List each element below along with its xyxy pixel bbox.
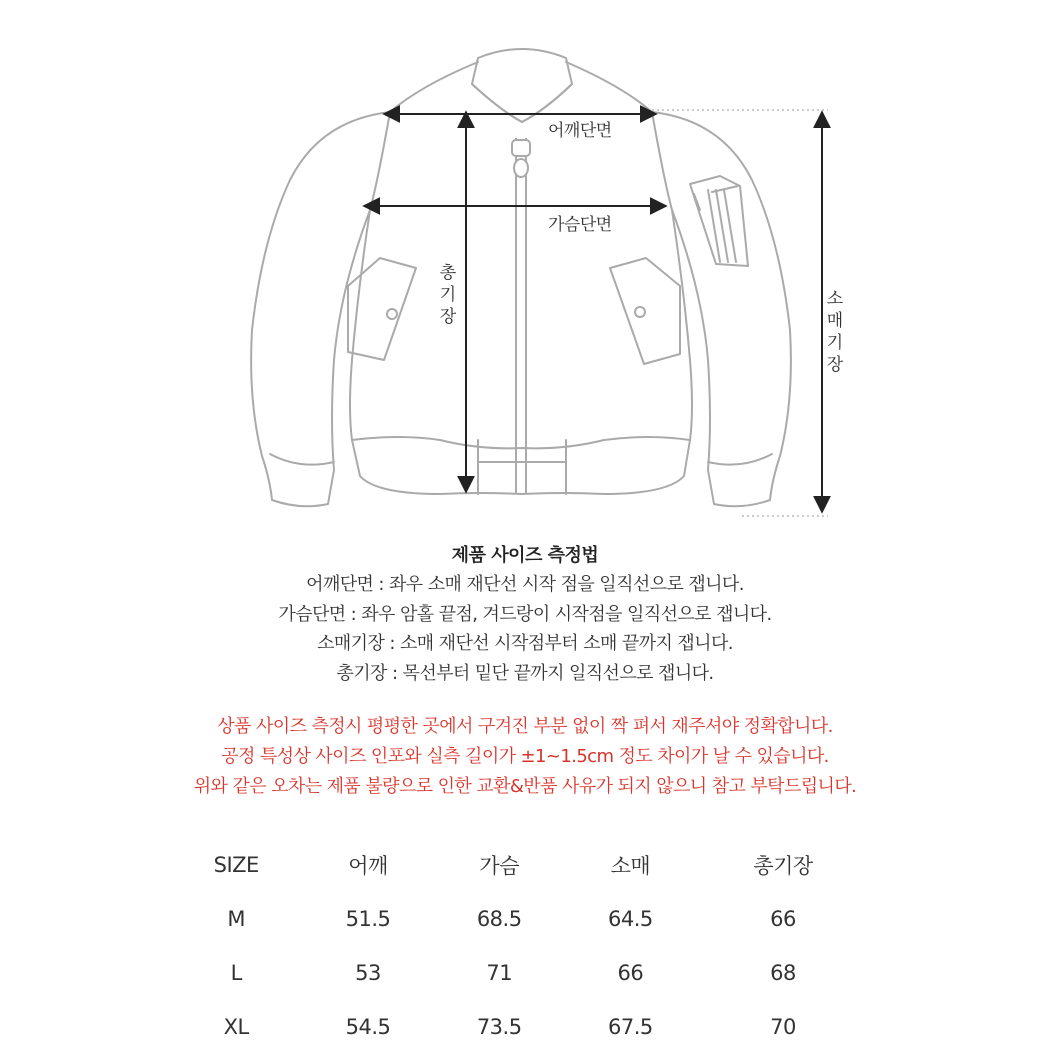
table-cell: 67.5 [608, 1015, 653, 1039]
measurement-notes [0, 542, 1050, 688]
table-header: 소매 [610, 854, 651, 878]
table-header: 가슴 [479, 854, 519, 878]
notes-title: 제품 사이즈 측정법 [451, 545, 599, 566]
sleeve-guide-lines [642, 110, 828, 516]
sleeve-length-char: 매 [826, 311, 844, 331]
table-cell: 68.5 [476, 907, 522, 931]
total-length-char: 장 [439, 307, 457, 327]
table-cell: M [227, 907, 246, 931]
table-header: SIZE [213, 853, 259, 877]
table-cell: 70 [770, 1015, 796, 1039]
note-line-shoulder: 어깨단면 : 좌우 소매 재단선 시작 점을 일직선으로 잽니다. [306, 574, 744, 595]
note-line-chest: 가슴단면 : 좌우 암홀 끝점, 겨드랑이 시작점을 일직선으로 잽니다. [278, 603, 772, 625]
table-header: 총기장 [753, 854, 813, 878]
table-cell: L [230, 961, 242, 985]
warning-line: 공정 특성상 사이즈 인포와 실측 길이가 ±1~1.5cm 정도 차이가 날 수 있습니다. [221, 746, 829, 767]
total-length-label [437, 262, 459, 328]
table-header-row [170, 838, 870, 892]
sleeve-length-char: 기 [826, 333, 844, 353]
warning-notes [0, 712, 1050, 802]
warning-line: 상품 사이즈 측정시 평평한 곳에서 구겨진 부분 없이 짝 펴서 재주셔야 정확합니다. [217, 716, 833, 737]
table-cell: 73.5 [476, 1015, 522, 1039]
table-header: 어깨 [348, 854, 388, 878]
table-cell: 54.5 [345, 1015, 391, 1039]
table-row [170, 892, 870, 946]
sleeve-length-char: 장 [826, 355, 844, 375]
table-cell: XL [223, 1015, 249, 1039]
sleeve-length-char: 소 [826, 289, 844, 309]
table-cell: 66 [617, 961, 644, 985]
table-cell: 64.5 [608, 907, 653, 931]
table-cell: 51.5 [345, 907, 391, 931]
zipper [512, 138, 530, 494]
chest-label: 가슴단면 [548, 215, 612, 235]
total-length-char: 총 [439, 263, 457, 283]
jacket-outline [251, 49, 791, 506]
sleeve-length-label [824, 288, 846, 376]
table-cell: 68 [770, 961, 796, 985]
shoulder-label: 어깨단면 [548, 121, 612, 141]
size-table [170, 838, 870, 1054]
table-cell: 71 [486, 961, 513, 985]
table-cell: 53 [355, 961, 381, 985]
note-line-sleeve: 소매기장 : 소매 재단선 시작점부터 소매 끝까지 잽니다. [317, 633, 733, 654]
table-cell: 66 [770, 907, 796, 931]
total-length-char: 기 [439, 285, 457, 305]
table-row [170, 1000, 870, 1054]
table-row [170, 946, 870, 1000]
warning-line: 위와 같은 오차는 제품 불량으로 인한 교환&반품 사유가 되지 않으니 참고 부탁드립니다. [193, 776, 857, 797]
note-line-length: 총기장 : 목선부터 밑단 끝까지 일직선으로 잽니다. [336, 662, 714, 684]
